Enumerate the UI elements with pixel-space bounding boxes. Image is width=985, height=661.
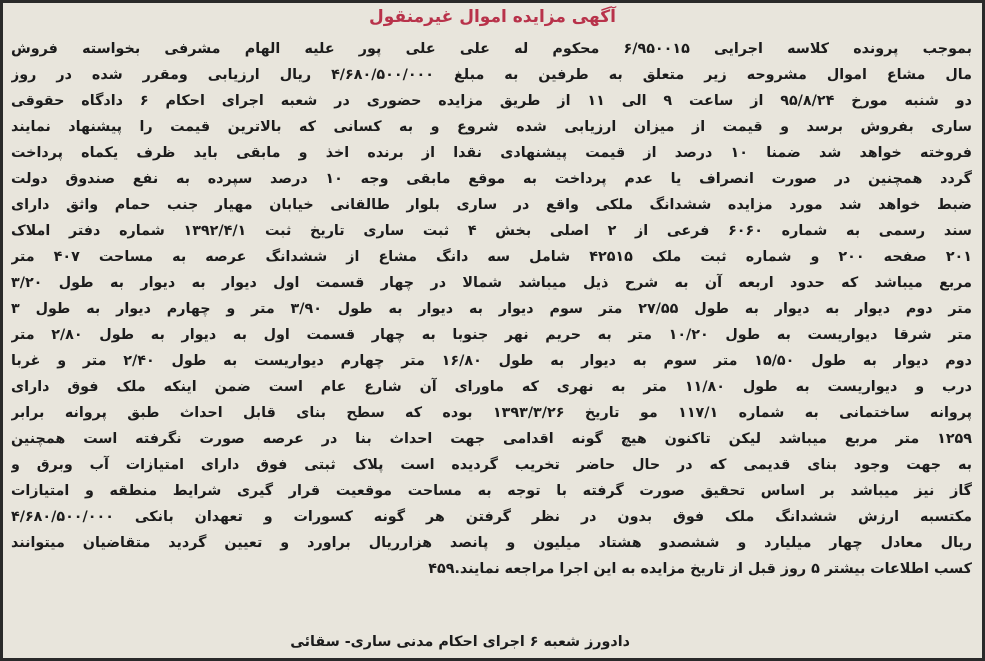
notice-body	[11, 36, 972, 582]
notice-line: متر شرقا دیواریست به طول ۱۰/۲۰ متر به حریم نهر جنوبا به چهار قسمت اول به دیوار به طول ۲/۸۰ متر	[11, 327, 972, 343]
notice-line: سند رسمی به شماره ۶۰۶۰ فرعی از ۲ اصلی بخش ۴ ثبت ساری تاریخ ثبت ۱۳۹۲/۴/۱ شماره دفتر املاک	[11, 223, 972, 239]
notice-line: درب و دیواریست به طول ۱۱/۸۰ متر به نهری که ماورای آن شارع عام است ضمن اینکه ملک فوق دارای	[11, 379, 972, 395]
notice-line: ۱۲۵۹ متر مربع میباشد لیکن تاکنون هیچ گونه اقدامی جهت احداث بنا در عرصه صورت نگرفته است همچنین	[11, 431, 972, 447]
notice-line: مال مشاع اموال مشروحه زیر متعلق به طرفین به مبلغ ۴/۶۸۰/۵۰۰/۰۰۰ ریال ارزیابی ومقرر شده در روز	[11, 67, 972, 83]
notice-line: بموجب پرونده کلاسه اجرایی ۶/۹۵۰۰۱۵ محکوم له علی علی پور علیه الهام مشرفی بخواسته فروش	[11, 41, 972, 57]
notice-line: به جهت وجود بنای قدیمی که در حال حاضر تخریب گردیده است پلاک ثبتی فوق دارای امتیازات آب وبرق و	[11, 457, 972, 473]
notice-line: پروانه ساختمانی به شماره ۱۱۷/۱ مو تاریخ ۱۳۹۳/۳/۲۶ بوده که سطح بنای قابل احداث طبق پروانه برابر	[11, 405, 972, 421]
notice-signature: دادورز شعبه ۶ اجرای احکام مدنی ساری- سقائی	[290, 634, 630, 650]
notice-line: ریال معادل چهار میلیارد و ششصدو هشتاد میلیون و پانصد هزارریال براورد و تعیین گردید متقاضیان میتوانند	[11, 535, 972, 551]
notice-line: دوم دیوار به طول ۱۵/۵۰ متر سوم به دیوار به طول ۱۶/۸۰ متر چهارم دیواریست به طول ۲/۴۰ متر و غربا	[11, 353, 972, 369]
notice-line-last: کسب اطلاعات بیشتر ۵ روز قبل از تاریخ مزایده به این اجرا مراجعه نمایند.۴۵۹	[428, 561, 972, 577]
notice-title: آگهی مزایده اموال غیرمنقول	[369, 7, 616, 27]
notice-line: مربع میباشد که حدود اربعه آن به شرح ذیل میباشد شمالا در چهار قسمت اول دیوار به دیوار به طول ۳/۲۰	[11, 275, 972, 291]
notice-line: ۲۰۱ صفحه ۲۰۰ و شماره ثبت ملک ۴۲۵۱۵ شامل سه دانگ مشاع از ششدانگ عرصه به مساحت ۴۰۷ متر	[11, 249, 972, 265]
notice-line: ساری بفروش برسد و قیمت از میزان ارزیابی شده شروع و به کسانی که بالاترین قیمت را پیشنهاد نمایند	[11, 119, 972, 135]
notice-line: گاز نیز میباشد بر اساس تحقیق صورت گرفته با توجه به مساحت موقعیت قرار گیری شرایط منطقه و امتیازات	[11, 483, 972, 499]
notice-line: فروخته خواهد شد ضمنا ۱۰ درصد از قیمت پیشنهادی نقدا از برنده اخذ و مابقی باید ظرف یکماه پرداخت	[11, 145, 972, 161]
notice-line: گردد همچنین در صورت انصراف یا عدم پرداخت به موقع مابقی وجه ۱۰ درصد سپرده به نفع صندوق دولت	[11, 171, 972, 187]
notice-line: ضبط خواهد شد مورد مزایده ششدانگ ملکی واقع در ساری بلوار طالقانی خیابان مهیار جنب حمام واثق دارای	[11, 197, 972, 213]
notice-line: دو شنبه مورخ ۹۵/۸/۲۴ از ساعت ۹ الی ۱۱ از طریق مزایده حضوری در شعبه اجرای احکام ۶ دادگاه حقوقی	[11, 93, 972, 109]
notice-line: متر دوم دیوار به دیوار به طول ۲۷/۵۵ متر سوم دیوار به دیوار به طول ۳/۹۰ متر و چهارم دیوار به طول ۳	[11, 301, 972, 317]
notice-line: مکتسبه ارزش ششدانگ ملک فوق بدون در نظر گرفتن هر گونه کسورات و تعهدان بانکی ۴/۶۸۰/۵۰۰/۰۰۰	[11, 509, 972, 525]
